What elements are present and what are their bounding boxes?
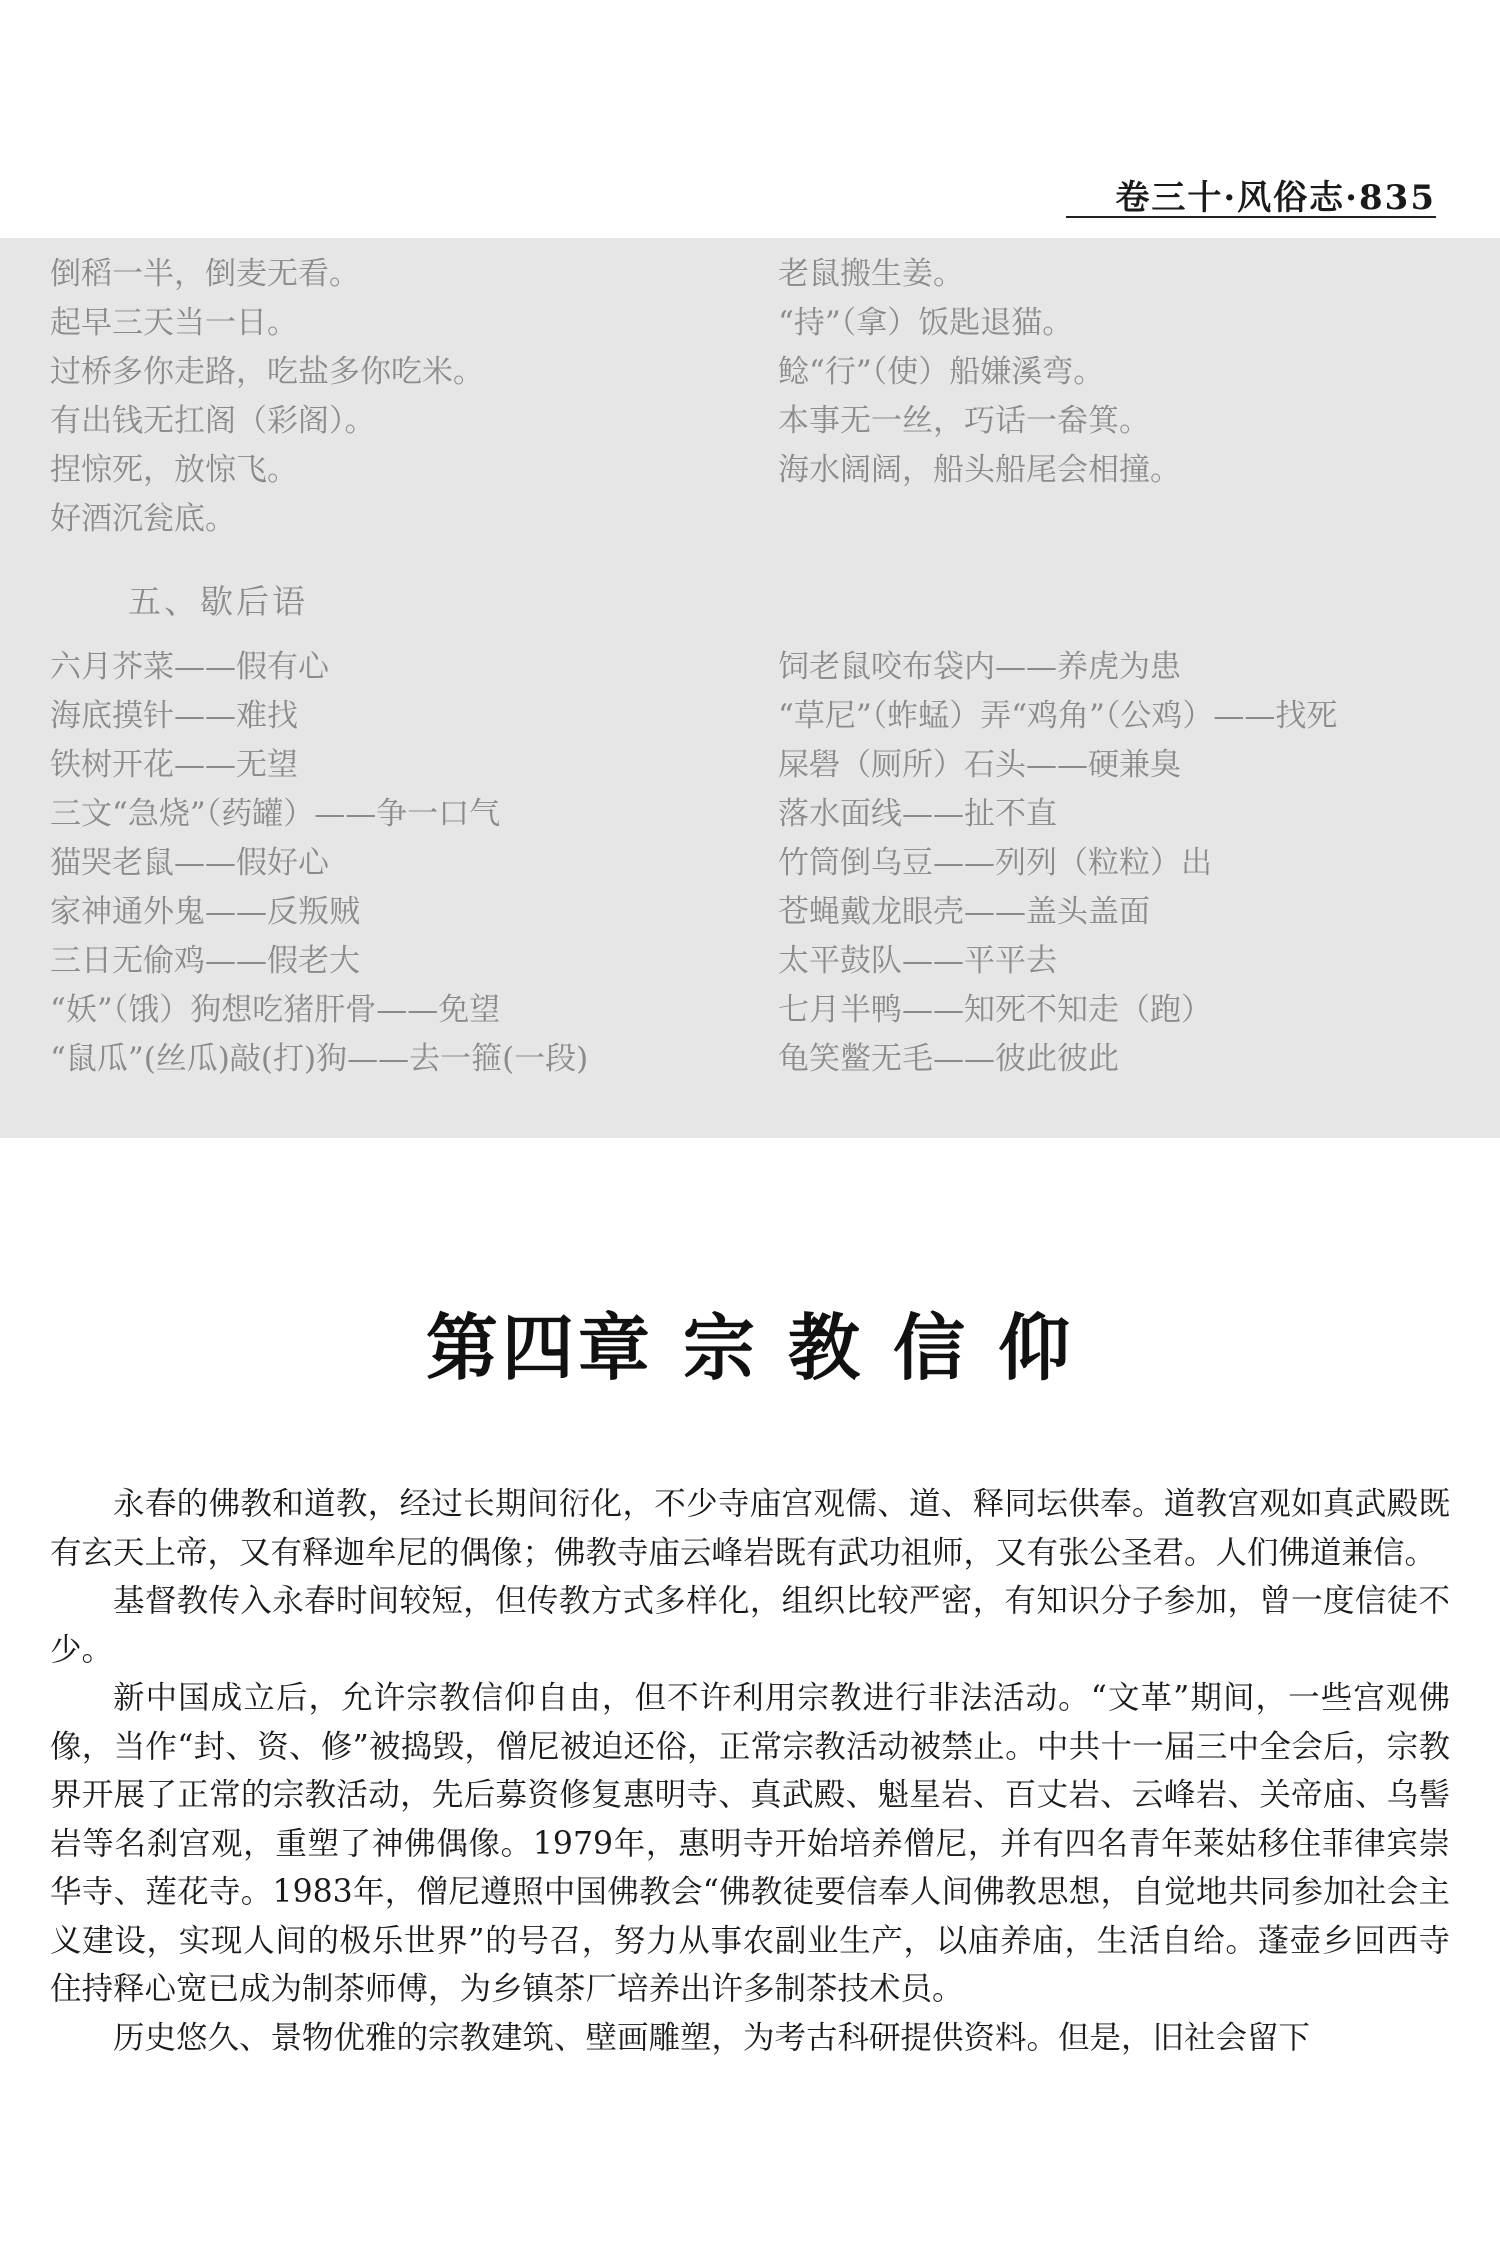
paragraph: 历史悠久、景物优雅的宗教建筑、壁画雕塑，为考古科研提供资料。但是，旧社会留下 (113, 2019, 1311, 2056)
proverb-line: 海水阔阔，船头船尾会相撞。 (778, 452, 1181, 488)
xiehouyu-line: “妖”（饿）狗想吃猪肝骨——免望 (50, 992, 501, 1028)
proverb-line: 起早三天当一日。 (50, 305, 298, 341)
chapter-body (50, 1480, 1450, 2062)
proverbs-right-column (778, 250, 1181, 495)
paragraph: 永春的佛教和道教，经过长期间衍化，不少寺庙宫观儒、道、释同坛供奉。道教宫观如真武殿既有玄天上帝，又有释迦牟尼的偶像；佛教寺庙云峰岩既有武功祖师，又有张公圣君。人们佛道兼信。 (50, 1486, 1450, 1571)
xiehouyu-line: 竹筒倒乌豆——列列（粒粒）出 (778, 845, 1212, 881)
xiehouyu-line: 落水面线——扯不直 (778, 796, 1057, 832)
proverb-line: 老鼠搬生姜。 (778, 256, 964, 292)
xiehouyu-line: “鼠瓜”(丝瓜)敲(打)狗——去一箍(一段) (50, 1041, 589, 1077)
proverb-line: 好酒沉瓮底。 (50, 501, 236, 537)
xiehouyu-line: 龟笑鳖无毛——彼此彼此 (778, 1041, 1119, 1077)
proverb-line: 有出钱无扛阁（彩阁）。 (50, 403, 376, 439)
xiehouyu-line: 猫哭老鼠——假好心 (50, 845, 329, 881)
paragraph: 新中国成立后，允许宗教信仰自由，但不许利用宗教进行非法活动。“文革”期间，一些宫观佛像，当作“封、资、修”被捣毁，僧尼被迫还俗，正常宗教活动被禁止。中共十一届三中全会后，宗教界开展了正常的宗教活动，先后募资修复惠明寺、真武殿、魁星岩、百丈岩、云峰岩、关帝庙、乌髻岩等名刹宫观，重塑了神佛偶像。1979年，惠明寺开始培养僧尼，并有四名青年莱姑移住菲律宾崇华寺、莲花寺。1983年，僧尼遵照中国佛教会“佛教徒要信奉人间佛教思想，自觉地共同参加社会主义建设，实现人间的极乐世界”的号召，努力从事农副业生产，以庙养庙，生活自给。蓬壶乡回西寺住持释心宽已成为制茶师傅，为乡镇茶厂培养出许多制茶技术员。 (50, 1680, 1450, 2007)
running-head: 卷三十·风俗志·835 (1115, 178, 1436, 218)
paragraph: 基督教传入永春时间较短，但传教方式多样化，组织比较严密，有知识分子参加，曾一度信徒不少。 (50, 1583, 1450, 1668)
xiehouyu-line: 七月半鸭——知死不知走（跑） (778, 992, 1212, 1028)
xiehouyu-line: “草尼”（蚱蜢）弄“鸡角”（公鸡）——找死 (778, 698, 1338, 734)
xiehouyu-right-column (778, 643, 1337, 1084)
section-heading: 五、歇后语 (128, 582, 308, 621)
proverb-line: “持”（拿）饭匙退猫。 (778, 305, 1074, 341)
xiehouyu-line: 六月芥菜——假有心 (50, 649, 329, 685)
xiehouyu-left-column (50, 643, 588, 1084)
xiehouyu-line: 三文“急烧”（药罐）——争一口气 (50, 796, 501, 832)
proverb-line: 倒稻一半，倒麦无看。 (50, 256, 360, 292)
xiehouyu-line: 家神通外鬼——反叛贼 (50, 894, 360, 930)
proverb-line: 本事无一丝，巧话一畚箕。 (778, 403, 1150, 439)
xiehouyu-line: 海底摸针——难找 (50, 698, 298, 734)
xiehouyu-line: 苍蝇戴龙眼壳——盖头盖面 (778, 894, 1150, 930)
xiehouyu-line: 铁树开花——无望 (50, 747, 298, 783)
xiehouyu-line: 饲老鼠咬布袋内——养虎为患 (778, 649, 1181, 685)
proverb-line: 鲶“行”（使）船嫌溪弯。 (778, 354, 1105, 390)
header-rule (1066, 216, 1436, 218)
proverbs-left-column (50, 250, 484, 544)
xiehouyu-line: 太平鼓队——平平去 (778, 943, 1057, 979)
xiehouyu-line: 屎礐（厕所）石头——硬兼臭 (778, 747, 1181, 783)
chapter-title: 第四章 宗 教 信 仰 (425, 1305, 1075, 1390)
xiehouyu-line: 三日无偷鸡——假老大 (50, 943, 360, 979)
proverb-line: 过桥多你走路，吃盐多你吃米。 (50, 354, 484, 390)
proverb-line: 捏惊死，放惊飞。 (50, 452, 298, 488)
